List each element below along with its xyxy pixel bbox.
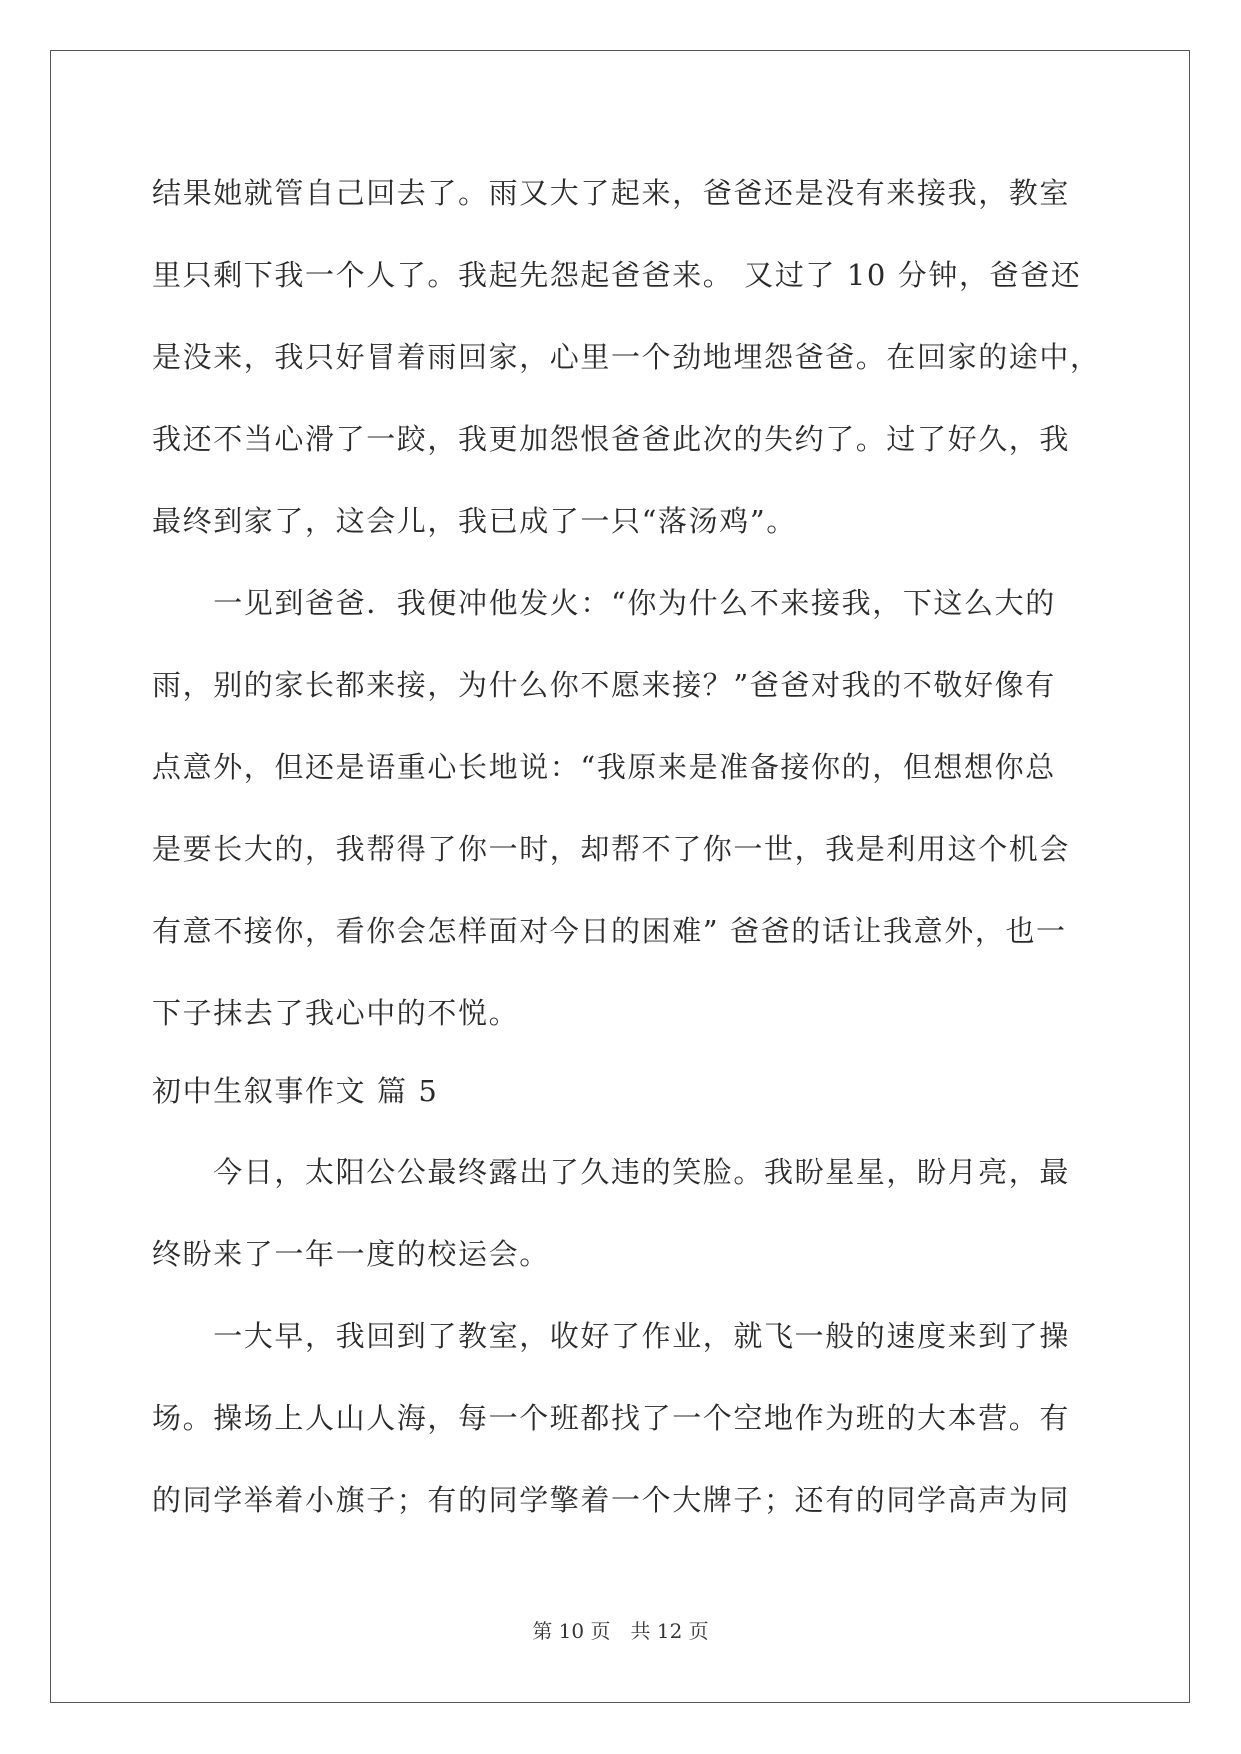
paragraph-line: 下子抹去了我心中的不悦。 — [152, 996, 520, 1030]
paragraph-line: 里只剩下我一个人了。我起先怨起爸爸来。 又过了 10 分钟，爸爸还 — [152, 258, 1082, 292]
paragraph-line: 我还不当心滑了一跤，我更加怨恨爸爸此次的失约了。过了好久，我 — [152, 422, 1071, 456]
section-heading: 初中生叙事作文 篇 5 — [152, 1074, 439, 1108]
paragraph-line: 场。操场上人山人海，每一个班都找了一个空地作为班的大本营。有 — [152, 1401, 1071, 1435]
page-border — [50, 50, 1190, 1703]
paragraph-line: 是要长大的，我帮得了你一时，却帮不了你一世，我是利用这个机会 — [152, 832, 1071, 866]
paragraph-line: 的同学举着小旗子；有的同学擎着一个大牌子；还有的同学高声为同 — [152, 1483, 1071, 1517]
paragraph-line: 今日，太阳公公最终露出了久违的笑脸。我盼星星，盼月亮，最 — [152, 1155, 1071, 1189]
paragraph-line: 结果她就管自己回去了。雨又大了起来，爸爸还是没有来接我，教室 — [152, 176, 1071, 210]
paragraph-line: 一大早，我回到了教室，收好了作业，就飞一般的速度来到了操 — [152, 1319, 1071, 1353]
paragraph-line: 是没来，我只好冒着雨回家，心里一个劲地埋怨爸爸。在回家的途中， — [152, 340, 1101, 374]
paragraph-line: 最终到家了，这会儿，我已成了一只“落汤鸡”。 — [152, 504, 797, 538]
paragraph-line: 点意外，但还是语重心长地说：“我原来是准备接你的，但想想你总 — [152, 750, 1056, 784]
paragraph-line: 有意不接你，看你会怎样面对今日的困难” 爸爸的话让我意外，也一 — [152, 914, 1067, 948]
paragraph-line: 雨，别的家长都来接，为什么你不愿来接？”爸爸对我的不敬好像有 — [152, 668, 1056, 702]
page-number-footer: 第 10 页 共 12 页 — [532, 1619, 709, 1643]
paragraph-line: 终盼来了一年一度的校运会。 — [152, 1237, 550, 1271]
paragraph-line: 一见到爸爸．我便冲他发火：“你为什么不来接我，下这么大的 — [152, 586, 1056, 620]
